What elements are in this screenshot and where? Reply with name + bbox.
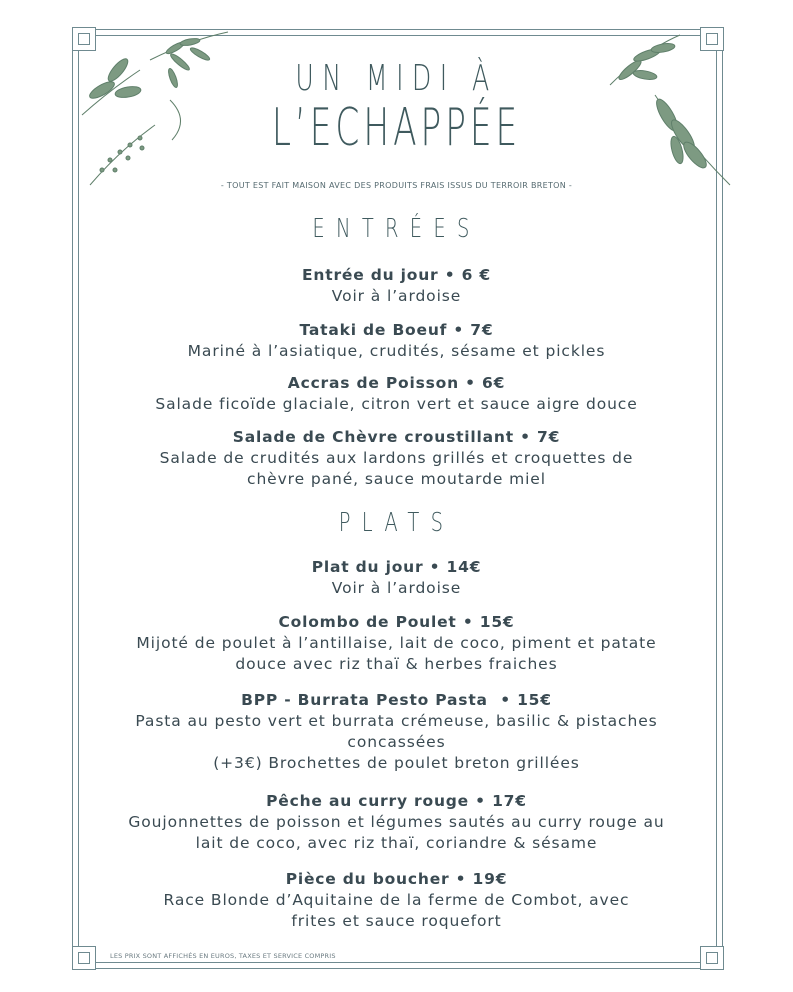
section-title-plats: PLATS (338, 508, 455, 538)
menu-item (90, 265, 703, 307)
menu-item-name: Accras de Poisson • 6€ (287, 374, 506, 392)
description-line: Mijoté de poulet à l’antillaise, lait de coco, piment et patate (136, 634, 657, 652)
menu-item-name: Salade de Chèvre croustillant • 7€ (232, 428, 561, 446)
menu-item-name: Entrée du jour • 6 € (302, 266, 491, 284)
menu-item (90, 320, 703, 362)
description-line: (+3€) Brochettes de poulet breton grillées (213, 754, 580, 772)
menu-title-line1: UN MIDI À (295, 58, 498, 99)
description-line: Voir à l’ardoise (331, 287, 462, 305)
description-line: Salade de crudités aux lardons grillés et croquettes de (159, 449, 634, 467)
menu-item (90, 612, 703, 675)
menu-item (90, 791, 703, 854)
menu-title-line2: L’ECHAPPÉE (271, 98, 522, 158)
description-line: Race Blonde d’Aquitaine de la ferme de Combot, avec (163, 891, 630, 909)
menu-item-description (90, 341, 703, 362)
menu-item (90, 373, 703, 415)
menu-tagline: - TOUT EST FAIT MAISON AVEC DES PRODUITS FRAIS ISSUS DU TERROIR BRETON - (220, 181, 573, 190)
menu-item-name: Pièce du boucher • 19€ (285, 870, 508, 888)
price-footnote: LES PRIX SONT AFFICHÉS EN EUROS, TAXES ET SERVICE COMPRIS (110, 952, 336, 960)
description-line: concassées (347, 733, 446, 751)
menu-item-description (90, 448, 703, 490)
menu-item-name: BPP - Burrata Pesto Pasta • 15€ (241, 691, 552, 709)
menu-item-description (90, 286, 703, 307)
description-line: Salade ficoïde glaciale, citron vert et sauce aigre douce (155, 395, 638, 413)
section-title-entrees: ENTRÉES (312, 214, 481, 244)
menu-item (90, 869, 703, 932)
frame-corner-ornament (72, 946, 96, 970)
frame-corner-ornament (700, 946, 724, 970)
description-line: Voir à l’ardoise (331, 579, 462, 597)
menu-item-description (90, 578, 703, 599)
menu-item-name: Colombo de Poulet • 15€ (278, 613, 515, 631)
menu-item-name: Tataki de Boeuf • 7€ (299, 321, 494, 339)
description-line: douce avec riz thaï & herbes fraiches (235, 655, 558, 673)
menu-item-name: Plat du jour • 14€ (311, 558, 482, 576)
menu-item-description (90, 633, 703, 675)
menu-item (90, 557, 703, 599)
menu-item (90, 690, 703, 774)
description-line: chèvre pané, sauce moutarde miel (247, 470, 546, 488)
description-line: frites et sauce roquefort (291, 912, 502, 930)
menu-item-name: Pêche au curry rouge • 17€ (266, 792, 527, 810)
description-line: Goujonnettes de poisson et légumes sautés au curry rouge au (128, 813, 665, 831)
menu-item-description (90, 711, 703, 774)
menu-item (90, 427, 703, 490)
description-line: lait de coco, avec riz thaï, coriandre & sésame (195, 834, 598, 852)
menu-item-description (90, 812, 703, 854)
menu-item-description (90, 890, 703, 932)
description-line: Pasta au pesto vert et burrata crémeuse, basilic & pistaches (135, 712, 658, 730)
description-line: Mariné à l’asiatique, crudités, sésame et pickles (187, 342, 606, 360)
menu-item-description (90, 394, 703, 415)
